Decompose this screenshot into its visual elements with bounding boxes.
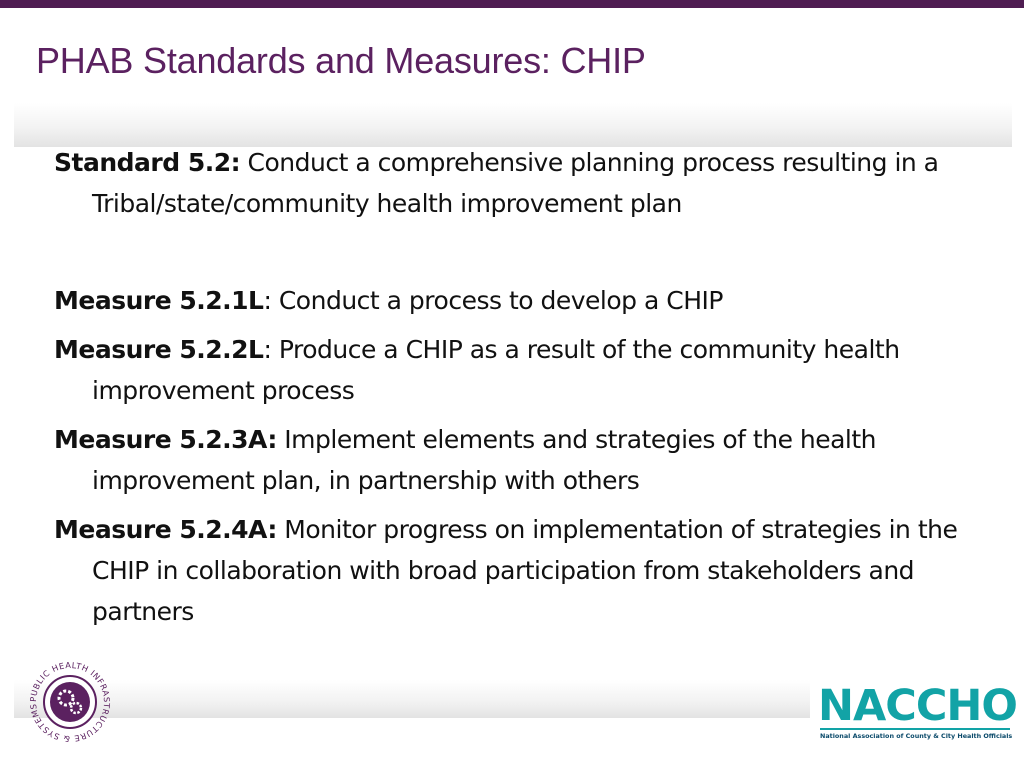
item-label: Measure 5.2.3A: xyxy=(54,425,277,454)
top-accent-bar xyxy=(0,0,1024,8)
measure-item xyxy=(54,280,984,321)
item-label: Standard 5.2: xyxy=(54,148,241,177)
standard-item xyxy=(54,142,984,224)
item-text: Implement elements and strategies of the health improvement plan, in partnership with others xyxy=(92,425,877,495)
slide-title: PHAB Standards and Measures: CHIP xyxy=(36,40,646,81)
naccho-wordmark: NACCHO xyxy=(818,681,1017,731)
item-text: : Produce a CHIP as a result of the community health improvement process xyxy=(92,335,900,405)
item-label: Measure 5.2.2L xyxy=(54,335,264,364)
footer-divider-band xyxy=(14,680,810,718)
item-text: : Conduct a process to develop a CHIP xyxy=(263,286,723,315)
naccho-tagline: National Association of County & City Health Officials xyxy=(820,728,1010,740)
measure-item xyxy=(54,329,984,411)
measure-item xyxy=(54,419,984,501)
item-text: Monitor progress on implementation of strategies in the CHIP in collaboration with broad participation from stakeholders and partners xyxy=(92,515,958,626)
phis-logo xyxy=(14,656,126,748)
slide-body xyxy=(54,142,984,640)
measure-item xyxy=(54,509,984,632)
header-divider-band xyxy=(14,103,1012,147)
logo-ring-text: PUBLIC HEALTH INFRASTRUCTURE & SYSTEMS xyxy=(27,659,113,745)
naccho-logo xyxy=(818,681,1017,746)
item-text: Conduct a comprehensive planning process resulting in a Tribal/state/community health improvement plan xyxy=(92,148,939,218)
item-label: Measure 5.2.1L xyxy=(54,286,264,315)
item-label: Measure 5.2.4A: xyxy=(54,515,277,544)
